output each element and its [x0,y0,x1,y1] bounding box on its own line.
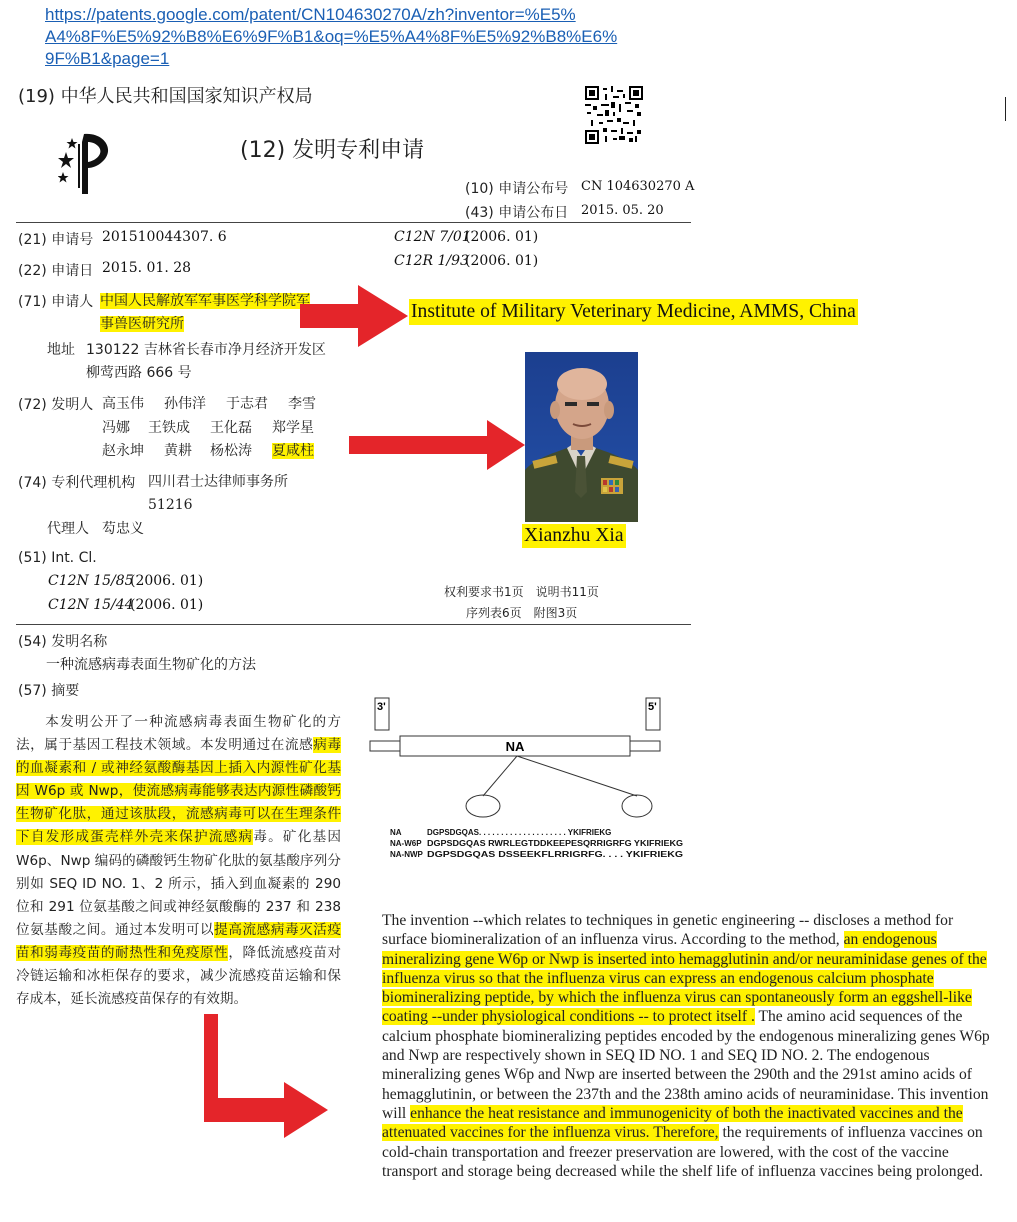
abstract-en-highlight-2: enhance the heat resistance and immunogenicity of both the inactivated vaccines and the attenuated vaccines for the influenza virus. Therefore, [382,1104,963,1142]
seq-row-sequence: DGPSDGQAS. . . . . . . . . . . . . . . . . . . . YKIFRIEKG [427,828,612,837]
seq-row-label: NA [390,828,402,837]
end3-label: 3' [377,701,386,713]
pub-no-value: CN 104630270 A [581,179,695,194]
na-gene-label: NA [505,739,525,754]
abstract-chinese [16,711,341,1011]
header-divider [16,222,691,223]
address-label: 地址 [47,342,75,358]
seq-row-sequence: DGPSDGQAS DSSEEKFLRRIGRFG. . . . YKIFRIEKG [427,850,683,859]
inventors-label: (72) 发明人 [18,397,94,413]
abstract-en-part-3: The amino acid sequences of the calcium phosphate biomineralizing peptides encoded by the endogenous mineralizing genes W6p and Nwp are respectively shown in SEQ ID NO. 1 and SEQ ID NO. 2. The endogenous mineralizing genes W6p and Nwp are inserted between the 290th and the 291st amino acids of hemagglutinin, or between the 237th and the 238th amino acids of neuraminidase. This invention will [382,1008,990,1122]
page-count-line-2: 序列表6页 附图3页 [466,606,578,620]
agency-code: 51216 [148,497,193,513]
inventor-highlighted: 夏咸柱 [272,443,314,459]
inventor: 冯娜 [102,419,130,436]
pub-no-label: (10) 申请公布号 [465,181,569,197]
abstract-en-highlight-1: an endogenous mineralizing gene W6p or Nwp is inserted into hemagglutinin and/or neuraminidase genes of the influenza virus so that the influenza virus can express an endogenous calcium phosphate biomineralizing peptide, by which the influenza virus can spontaneously form an eggshell-like coating --under physiological conditions -- to protect itself . [382,931,987,1026]
app-date-value: 2015. 01. 28 [102,260,192,276]
inventor: 李雪 [288,396,316,412]
agent-value: 芶忠义 [102,521,144,537]
agency-value [148,471,288,517]
intcl-1-code: C12N 15/85 [48,573,134,589]
inventor: 赵永坤 [102,443,144,459]
na-gene-diagram [365,696,695,871]
qr-code [585,86,643,144]
left-flank [370,741,400,751]
agent-label: 代理人 [47,521,89,537]
abstract-cn-highlight-1: 病毒的血凝素和 / 或神经氨酸酶基因上插入内源性矿化基因 W6p 或 Nwp，使流感病毒能够表达内源性磷酸钙生物矿化肽，通过该肽段，流感病毒可以在生理条件下自发形成蛋壳样外壳来保护流感病 [16,737,341,846]
url-line-2: A4%8F%E5%92%B8%E6%9F%B1&oq=%E5%A4%8F%E5%92%B8%E6% [45,27,618,46]
abstract-en-part-5: the requirements of influenza vaccines on cold-chain transportation and freezer preservation are lowered, with the cost of the vaccine transport and storage being decreased while the shelf life of influenza vaccines being prolonged. [382,1124,983,1180]
url-line-3: 9F%B1&page=1 [45,49,170,68]
invention-title: 一种流感病毒表面生物矿化的方法 [46,657,256,673]
address-value [86,339,326,385]
intcl-1-version: (2006. 01) [130,573,204,589]
patent-url-link[interactable] [45,4,645,70]
url-line-1: https://patents.google.com/patent/CN104630270A/zh?inventor=%E5% [45,5,576,24]
arrow-to-photo-icon [349,420,525,470]
end5-label: 5' [648,701,657,713]
abstract-cn-part-3: 毒。矿化基因 W6p、Nwp 编码的磷酸钙生物矿化肽的氨基酸序列分别如 SEQ ID NO. 1、2 所示，插入到血凝素的 290 位和 291 位氨基酸之间或神经氨酸酶的 237 和 238 位氨基酸之间。通过本发明可以 [16,829,342,938]
agency-name: 四川君士达律师事务所 [148,474,288,490]
insert-site-right [622,795,652,817]
inventor-name-caption: Xianzhu Xia [524,525,624,546]
cnipa-logo-icon [58,128,114,196]
intcl-label: (51) Int. Cl. [18,550,97,566]
pub-date-label: (43) 申请公布日 [465,205,569,221]
inventor: 郑学星 [272,419,314,436]
ipc-a-code: C12N 7/01 [394,229,471,245]
app-no-value: 201510044307. 6 [102,229,227,245]
inventor: 高玉伟 [102,396,144,412]
inventor: 杨松涛 [210,443,252,459]
abstract-cn-part-5: ，降低流感疫苗对冷链运输和冰柜保存的要求，减少流感疫苗运输和保存成本，延长流感疫苗保存的有效期。 [16,944,342,1008]
seq-row-sequence: DGPSDGQAS RWRLEGTDDKEEPESQRRIGRFG YKIFRIEKG [427,839,683,848]
inventor: 王铁成 [148,419,190,436]
app-no-label: (21) 申请号 [18,232,94,248]
inventor: 黄耕 [164,443,192,459]
agency-label: (74) 专利代理机构 [18,475,136,491]
inventor: 王化磊 [210,419,252,436]
abstract-cn-part-1: 本发明公开了一种流感病毒表面生物矿化的方法，属于基因工程技术领域。本发明通过在流感 [16,714,341,754]
pub-date-value: 2015. 05. 20 [581,203,664,218]
inventor-portrait [525,352,638,522]
address-line-1: 130122 吉林省长春市净月经济开发区 [86,342,326,358]
title-label: (54) 发明名称 [18,634,108,650]
inventor: 于志君 [226,396,268,412]
doc-type-title: (12) 发明专利申请 [240,138,425,163]
applicant-label: (71) 申请人 [18,294,94,310]
ipc-b-version: (2006. 01) [465,253,539,269]
abstract-en-part-1: The invention --which relates to techniques in genetic engineering -- discloses a method for surface biomineralization of an influenza virus. According to the method, [382,912,954,949]
institute-annotation: Institute of Military Veterinary Medicine, AMMS, China [409,299,858,325]
office-name: (19) 中华人民共和国国家知识产权局 [18,86,313,107]
ipc-b-code: C12R 1/93 [394,253,469,269]
ipc-a-version: (2006. 01) [465,229,539,245]
connector-left [483,756,517,796]
intcl-2-code: C12N 15/44 [48,597,134,613]
arrow-to-translation-icon [196,1014,328,1138]
connector-right [517,756,637,796]
app-date-label: (22) 申请日 [18,263,94,279]
applicant-line-2: 事兽医研究所 [100,316,184,332]
text-cursor [1005,97,1006,121]
abstract-label: (57) 摘要 [18,683,80,699]
address-line-2: 柳莺西路 666 号 [86,365,192,381]
inventors-list [102,393,316,464]
right-flank [630,741,660,751]
applicant-value [100,290,310,336]
biblio-divider [16,624,691,625]
abstract-cn-highlight-2: 提高流感病毒灭活疫苗和弱毒疫苗的耐热性和免疫原性 [16,921,342,961]
arrow-to-institute-icon [300,285,408,347]
abstract-english [382,911,994,1181]
applicant-line-1: 中国人民解放军军事医学科学院军 [100,293,310,309]
insert-site-left [466,795,500,817]
seq-row-label: NA-NWP [390,850,423,859]
inventor: 孙伟洋 [164,396,206,412]
page-count-line-1: 权利要求书1页 说明书11页 [444,585,599,599]
seq-row-label: NA-W6P [390,839,422,848]
intcl-2-version: (2006. 01) [130,597,204,613]
